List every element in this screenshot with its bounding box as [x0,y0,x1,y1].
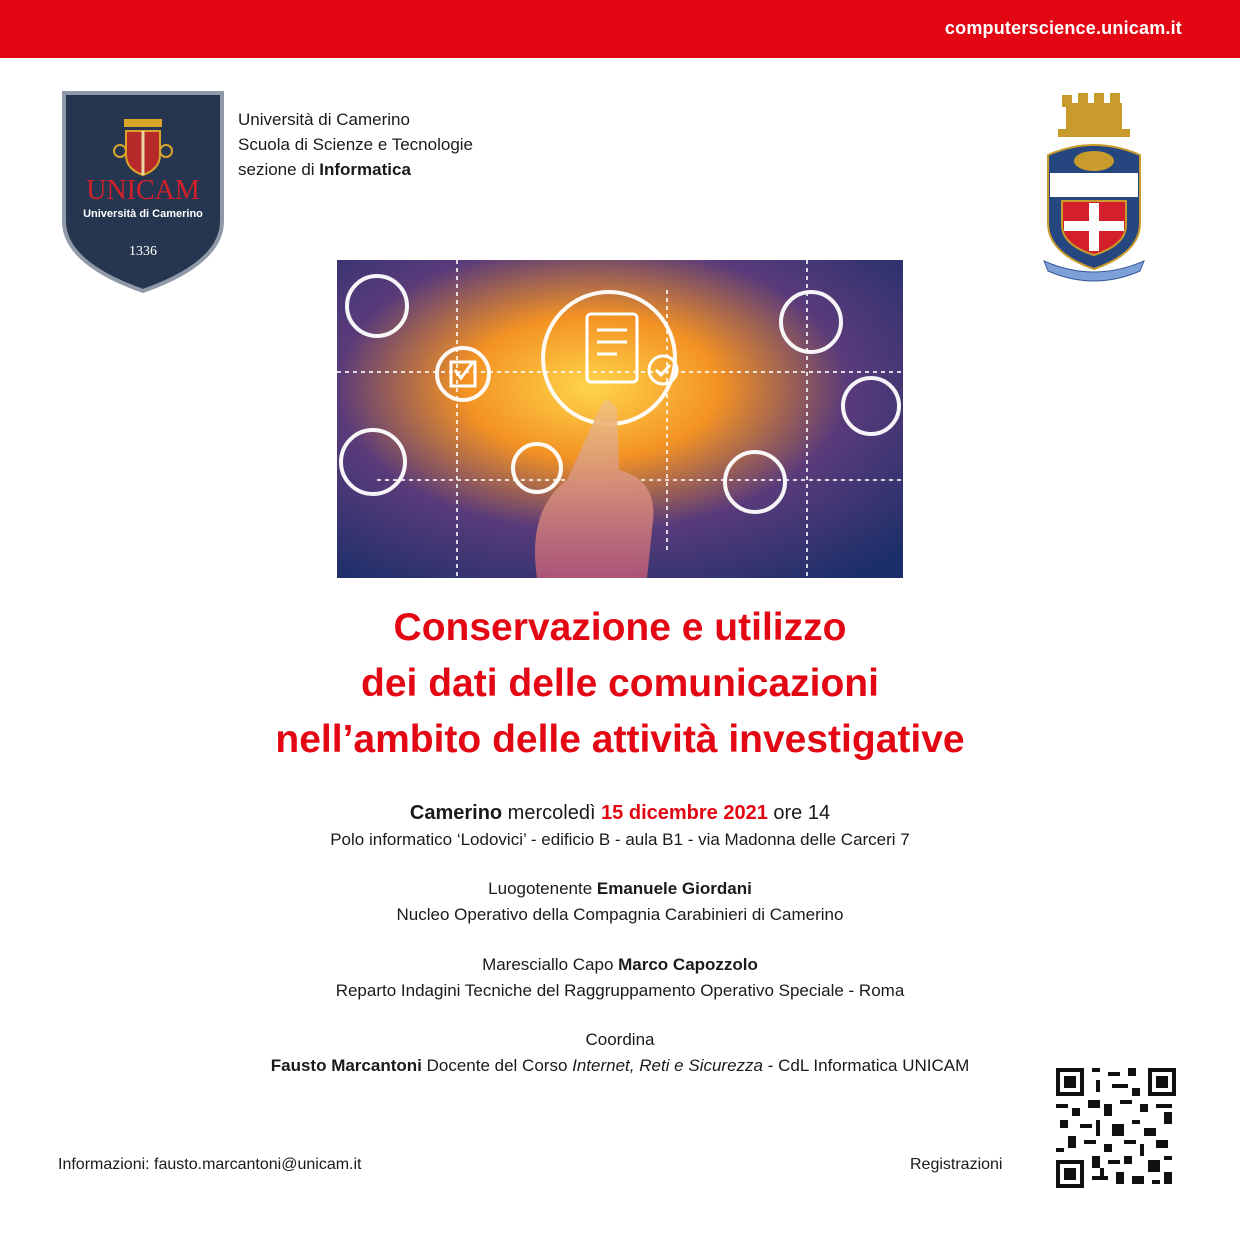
university-info [238,107,473,182]
registrations-label: Registrazioni [910,1156,1003,1173]
title-line-2: dei dati delle comunicazioni [361,662,879,705]
event-date-line: Camerino mercoledì 15 dicembre 2021 ore 14 [409,802,831,824]
unicam-logo [62,91,224,293]
speaker-2-affiliation: Reparto Indagini Tecniche del Raggruppamento Operativo Speciale - Roma [335,981,905,1000]
qr-code-icon[interactable] [1056,1068,1176,1188]
top-banner [0,0,1240,58]
coordinator-line: Fausto Marcantoni Docente del Corso Internet, Reti e Sicurezza - CdL Informatica UNICAM [270,1056,970,1075]
unicam-logo-name: UNICAM [86,175,200,206]
title-line-1: Conservazione e utilizzo [393,606,847,649]
university-name: Università di Camerino [238,110,410,129]
event-venue: Polo informatico ‘Lodovici’ - edificio B - aula B1 - via Madonna delle Carceri 7 [330,830,910,849]
speaker-1-affiliation: Nucleo Operativo della Compagnia Carabinieri di Camerino [396,905,844,924]
section-name: sezione di Informatica [238,160,411,179]
site-link[interactable]: computerscience.unicam.it [944,18,1182,38]
speaker-1-name-line: Luogotenente Emanuele Giordani [488,879,752,898]
hero-illustration [337,260,903,578]
event-title [0,600,1240,768]
event-date: 15 dicembre 2021 [601,802,768,824]
title-line-3: nell’ambito delle attività investigative [275,718,965,761]
carabinieri-crest-icon [1040,93,1148,285]
unicam-logo-year: 1336 [129,244,157,259]
coordinator-label: Coordina [585,1030,655,1049]
speaker-2-name-line: Maresciallo Capo Marco Capozzolo [482,955,758,974]
school-name: Scuola di Scienze e Tecnologie [238,135,474,154]
unicam-logo-subtitle: Università di Camerino [83,208,203,220]
contact-info[interactable]: Informazioni: fausto.marcantoni@unicam.it [58,1156,362,1173]
